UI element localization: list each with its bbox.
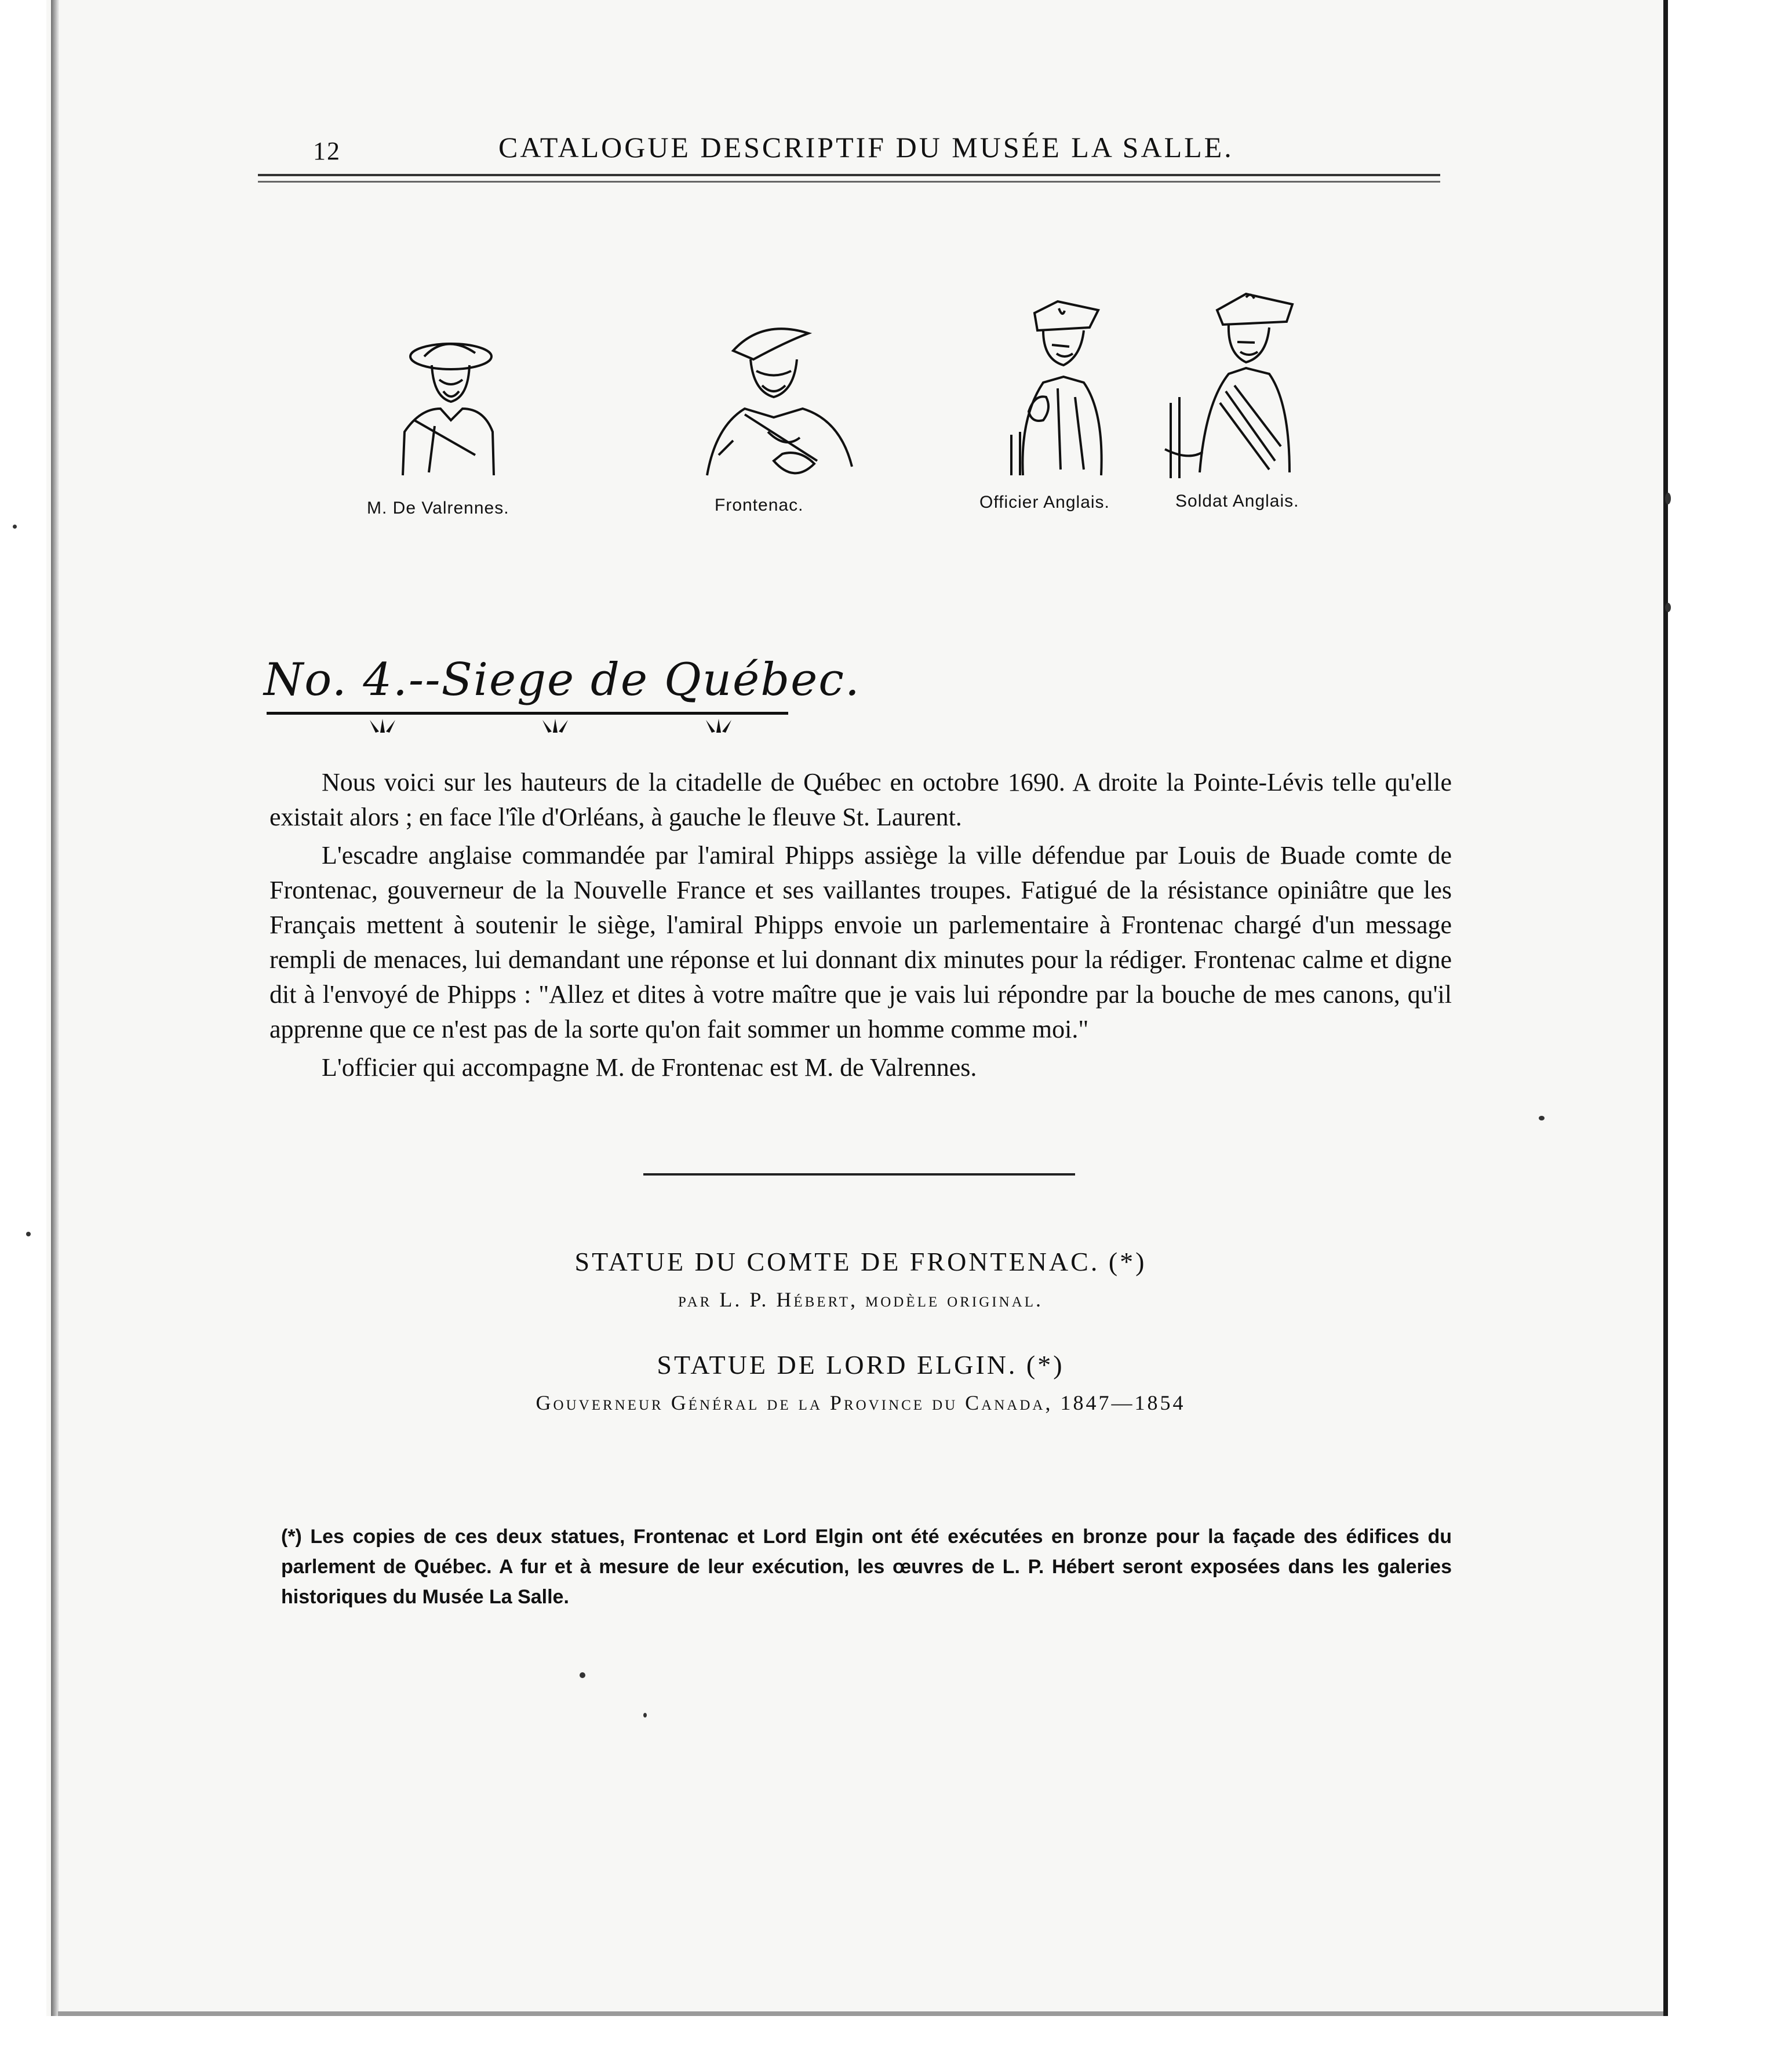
scan-right-edge (1663, 0, 1668, 2045)
scan-speck (1539, 1116, 1545, 1120)
body-paragraph: L'officier qui accompagne M. de Frontenac est M. de Valrennes. (322, 1053, 977, 1082)
figure-soldat-anglais (1159, 287, 1304, 478)
figure-frontenac (698, 316, 861, 484)
page-number: 12 (313, 137, 341, 165)
footnote: (*) Les copies de ces deux statues, Frontenac et Lord Elgin ont été exécutées en bronze pour la façade des édifices du parlement de Québec. A fur et à mesure de leur exécution, les œuvres de L. P. Hébert seront exposées dans les galeries historiques du Musée La Salle. (281, 1526, 1452, 1608)
body-paragraph: L'escadre anglaise commandée par l'amiral Phipps assiège la ville défendue par Louis de Buade comte de Frontenac, gouverneur de la Nouvelle France et ses vaillantes troupes. Fatigué de la résistance opiniâtre que les Français mettent à soutenir le siège, l'amiral Phipps envoie un parlementaire à Frontenac chargé d'un message rempli de menaces, lui demandant une réponse et lui donnant dix minutes pour la rédiger. Frontenac calme et digne dit à l'envoyé de Phipps : "Allez et dites à votre maître que je vais lui répondre par la bouche de mes canons, qu'il apprenne que ce n'est pas de la sorte qu'on fait sommer un homme comme moi." (269, 841, 1452, 1043)
running-title: CATALOGUE DESCRIPTIF DU MUSÉE LA SALLE. (498, 131, 1234, 163)
scan-speck (643, 1713, 647, 1717)
statue-subtitle: par L. P. Hébert, modèle original. (678, 1288, 1043, 1311)
section-body (269, 765, 1452, 1089)
statue-title: STATUE DU COMTE DE FRONTENAC. (*) (574, 1247, 1147, 1276)
statue-subtitle: Gouverneur Général de la Province du Canada, 1847—1854 (536, 1391, 1186, 1414)
fleuron-icon (365, 716, 400, 738)
header-rule (258, 174, 1440, 176)
fleuron-icon (701, 716, 736, 738)
portrait-drawing-icon (698, 316, 861, 484)
portrait-drawing-icon (1159, 287, 1304, 478)
scan-right-margin (1668, 0, 1792, 2045)
section-divider (643, 1173, 1075, 1176)
statue-caption (269, 1349, 1452, 1415)
figure-de-valrennes (388, 333, 498, 478)
scan-speck (1665, 493, 1671, 504)
running-header (307, 130, 1466, 171)
scan-speck (1665, 603, 1671, 612)
scan-speck (580, 1672, 585, 1678)
portrait-drawing-icon (388, 333, 498, 478)
figure-caption: M. De Valrennes. (367, 498, 509, 518)
figure-caption: Officier Anglais. (979, 493, 1110, 512)
figure-caption: Soldat Anglais. (1175, 492, 1299, 511)
statue-title: STATUE DE LORD ELGIN. (*) (657, 1350, 1065, 1380)
figure-officier-anglais (988, 296, 1116, 481)
portrait-drawing-icon (988, 296, 1116, 481)
fleuron-icon (538, 716, 573, 738)
heading-underline (267, 712, 788, 715)
scan-speck (13, 525, 17, 529)
figure-caption: Frontenac. (715, 496, 804, 515)
scan-left-edge (51, 0, 59, 2045)
section-heading: No. 4.--Siege de Québec. (264, 654, 861, 706)
scan-left-margin (0, 0, 46, 2045)
scan-bottom-edge (58, 2011, 1663, 2016)
body-paragraph: Nous voici sur les hauteurs de la citadelle de Québec en octobre 1690. A droite la Pointe-Lévis telle qu'elle existait alors ; en face l'île d'Orléans, à gauche le fleuve St. Laurent. (269, 768, 1452, 831)
header-rule-double (258, 181, 1440, 183)
scan-speck (26, 1232, 31, 1236)
scan-bottom-margin (0, 2016, 1792, 2045)
statue-caption (269, 1246, 1452, 1312)
